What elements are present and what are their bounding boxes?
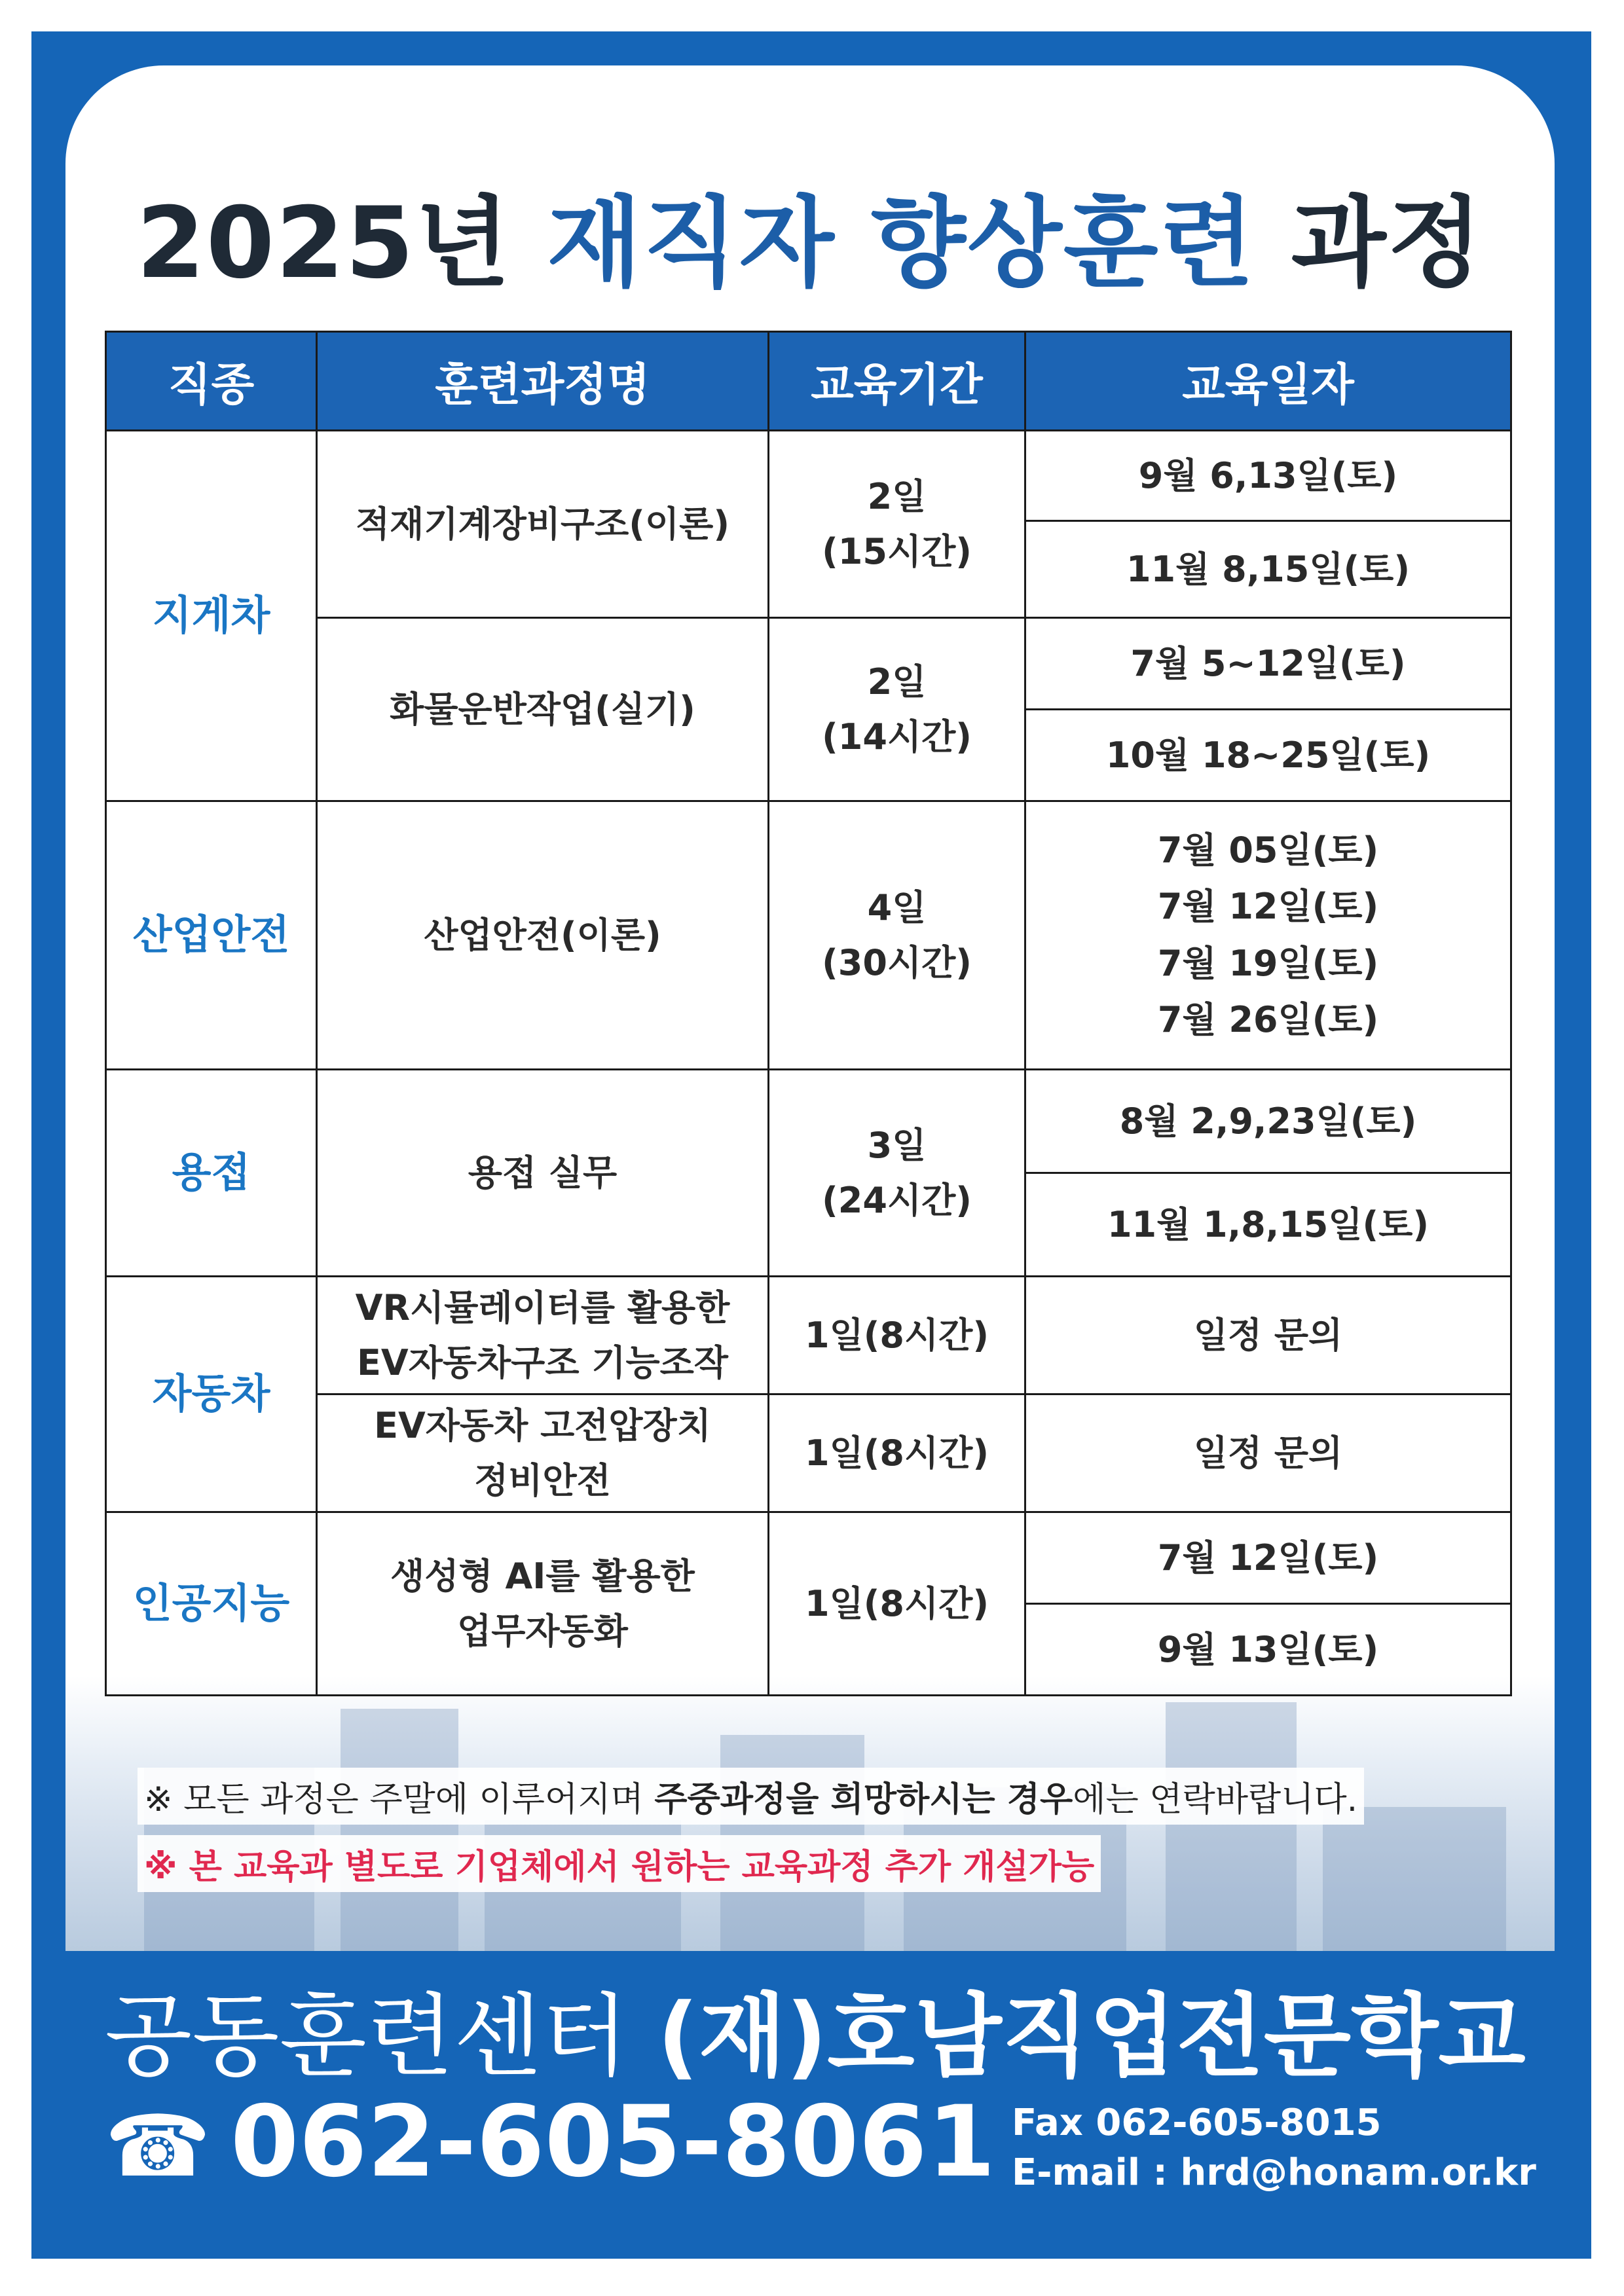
phone-icon: ☎ <box>105 2096 211 2196</box>
fax-number: Fax 062-605-8015 <box>1012 2102 1382 2144</box>
center-name: 공동훈련센터 <box>105 1984 629 2089</box>
course-name: 산업안전(이론) <box>317 801 769 1070</box>
table-row <box>106 431 1511 521</box>
email-address: E-mail : hrd@honam.or.kr <box>1012 2151 1536 2194</box>
notes <box>138 1768 1364 1892</box>
course-date: 일정 문의 <box>1025 1394 1511 1512</box>
organization-name <box>105 1964 1526 2094</box>
course-duration: 3일 (24시간) <box>769 1070 1025 1277</box>
page-title <box>65 164 1555 305</box>
course-name: 화물운반작업(실기) <box>317 618 769 801</box>
course-date: 7월 5~12일(토) <box>1025 618 1511 710</box>
course-dates: 7월 05일(토) 7월 12일(토) 7월 19일(토) 7월 26일(토) <box>1025 801 1511 1070</box>
course-duration: 2일 (15시간) <box>769 431 1025 618</box>
course-date: 10월 18~25일(토) <box>1025 710 1511 801</box>
course-table <box>105 331 1512 1696</box>
phone-number: ☎ 062-605-8061 <box>105 2085 996 2199</box>
course-name: EV자동차 고전압장치 정비안전 <box>317 1394 769 1512</box>
title-suffix: 과정 <box>1291 187 1484 301</box>
header-course-name: 훈련과정명 <box>317 332 769 431</box>
course-name: 생성형 AI를 활용한 업무자동화 <box>317 1512 769 1696</box>
course-duration: 1일(8시간) <box>769 1277 1025 1394</box>
category-forklift: 지게차 <box>106 431 317 801</box>
course-duration: 2일 (14시간) <box>769 618 1025 801</box>
header-dates: 교육일자 <box>1025 332 1511 431</box>
course-date: 11월 1,8,15일(토) <box>1025 1173 1511 1277</box>
table-row <box>106 1277 1511 1394</box>
course-name: VR시뮬레이터를 활용한 EV자동차구조 기능조작 <box>317 1277 769 1394</box>
course-date: 9월 13일(토) <box>1025 1604 1511 1696</box>
table-row <box>106 1512 1511 1604</box>
course-date: 9월 6,13일(토) <box>1025 431 1511 521</box>
header-category: 직종 <box>106 332 317 431</box>
table-row <box>106 1394 1511 1512</box>
course-duration: 1일(8시간) <box>769 1512 1025 1696</box>
header-duration: 교육기간 <box>769 332 1025 431</box>
title-prefix: 2025년 <box>136 187 511 301</box>
course-date: 8월 2,9,23일(토) <box>1025 1070 1511 1173</box>
course-name: 적재기계장비구조(이론) <box>317 431 769 618</box>
category-welding: 용접 <box>106 1070 317 1277</box>
table-row <box>106 1070 1511 1173</box>
table-row <box>106 801 1511 1070</box>
content-panel <box>65 65 1555 1951</box>
title-highlight: 재직자 향상훈련 <box>547 187 1256 301</box>
note-custom-course: ※ 본 교육과 별도로 기업체에서 원하는 교육과정 추가 개설가능 <box>138 1835 1101 1892</box>
note-weekend: ※ 모든 과정은 주말에 이루어지며 주중과정을 희망하시는 경우에는 연락바랍니다. <box>138 1768 1364 1825</box>
course-date: 11월 8,15일(토) <box>1025 521 1511 618</box>
category-safety: 산업안전 <box>106 801 317 1070</box>
course-date: 일정 문의 <box>1025 1277 1511 1394</box>
table-row <box>106 618 1511 710</box>
category-automobile: 자동차 <box>106 1277 317 1512</box>
course-duration: 4일 (30시간) <box>769 801 1025 1070</box>
school-name: (재)호남직업전문학교 <box>657 1984 1526 2089</box>
course-name: 용접 실무 <box>317 1070 769 1277</box>
table-header-row <box>106 332 1511 431</box>
contact-info <box>1012 2098 1536 2197</box>
course-date: 7월 12일(토) <box>1025 1512 1511 1604</box>
category-ai: 인공지능 <box>106 1512 317 1696</box>
course-duration: 1일(8시간) <box>769 1394 1025 1512</box>
